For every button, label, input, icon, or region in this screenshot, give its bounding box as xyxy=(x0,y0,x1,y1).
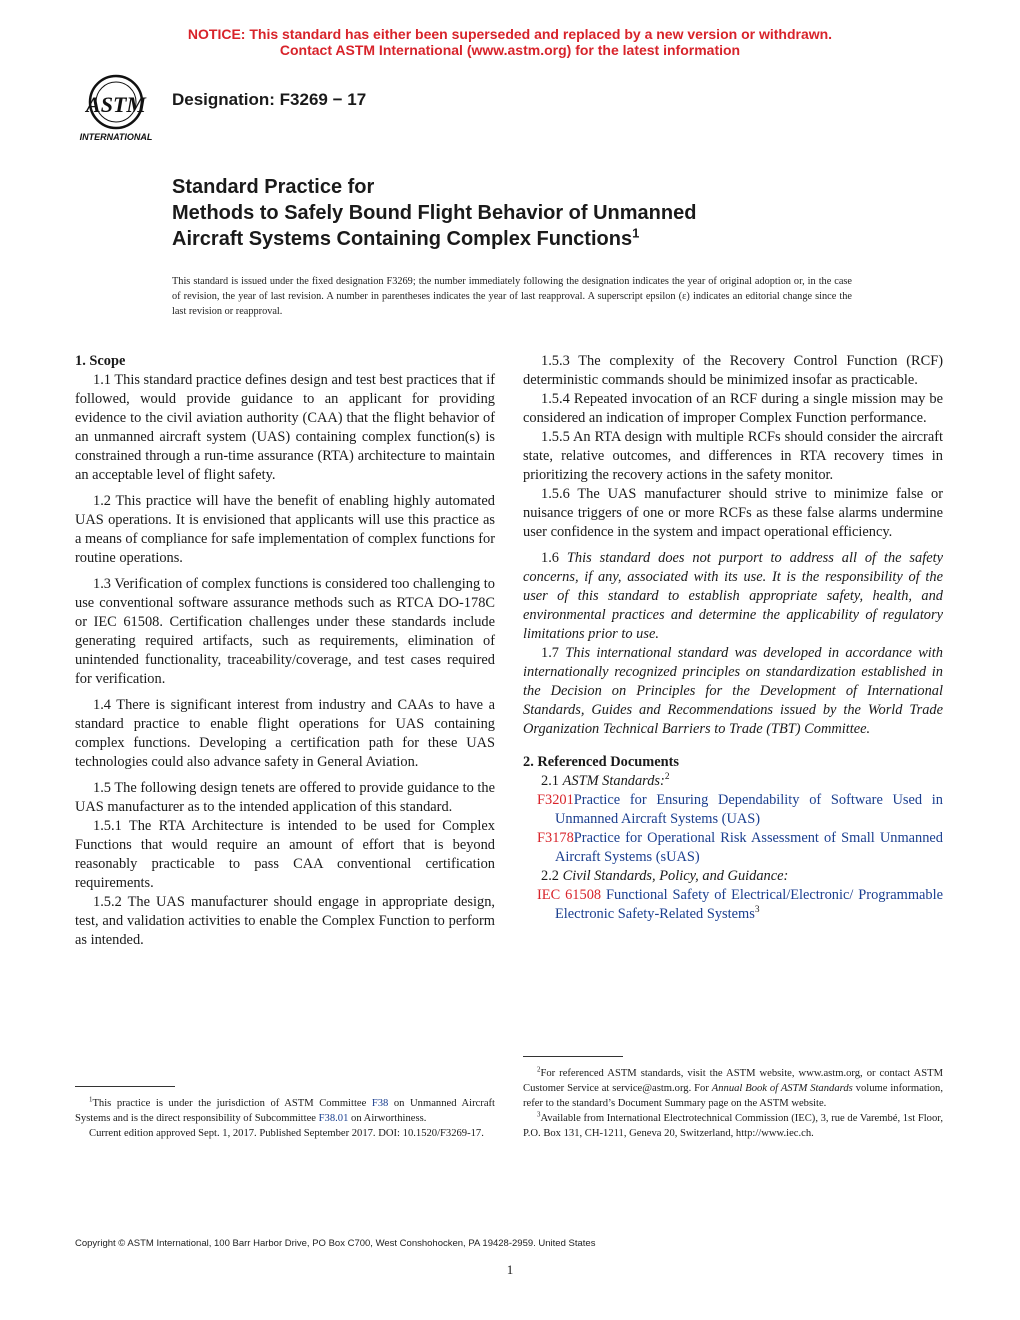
title-footnote-mark: 1 xyxy=(632,225,640,241)
designation: Designation: F3269 − 17 xyxy=(172,90,367,109)
para-1-3: 1.3 Verification of complex functions is considered too challenging to use conventional software assurance methods such as RTCA DO-178C or IEC 61508. Certification challenges under these standards include generating required artifacts, such as requirements, elimination of unintended functionality, traceability/coverage, and test cases required for verification. xyxy=(75,576,495,687)
scope-heading: 1. Scope xyxy=(75,353,126,369)
para-2-2 xyxy=(523,867,943,886)
para-2-1-number: 2.1 xyxy=(541,773,559,789)
footnotes-right xyxy=(523,1066,943,1141)
right-column xyxy=(523,352,943,924)
para-2-1 xyxy=(523,772,943,791)
footnote-1-text-b: on Unmanned Aircraft Systems and is the direct responsibility of Subcommittee xyxy=(75,1098,495,1124)
document-title xyxy=(172,174,872,252)
footnote-1-text-a: This practice is under the jurisdiction of ASTM Committee xyxy=(92,1098,372,1109)
logo-label: INTERNATIONAL xyxy=(79,132,153,142)
notice-line-1: NOTICE: This standard has either been superseded and replaced by a new version or withdrawn. xyxy=(187,26,833,42)
para-1-2: 1.2 This practice will have the benefit of enabling highly automated UAS operations. It is envisioned that applicants will use this practice as a means of compliance for safe implementation of complex functions for routine operations. xyxy=(75,493,495,566)
reference-f3201[interactable] xyxy=(523,791,943,829)
title-line-2: Methods to Safely Bound Flight Behavior of Unmanned xyxy=(172,202,697,224)
issued-note: This standard is issued under the fixed designation F3269; the number immediately following the designation indicates the year of original adoption or, in the case of revision, the year of last revision. A number in parentheses indicates the year of last reapproval. A superscript epsilon (ε) indicates an editorial change since the last revision or reapproval. xyxy=(172,276,852,317)
title-line-3: Aircraft Systems Containing Complex Functions xyxy=(172,228,633,250)
reference-f3178[interactable] xyxy=(523,829,943,867)
para-1-5: 1.5 The following design tenets are offered to provide guidance to the UAS manufacturer as to the intended application of this standard. xyxy=(75,780,495,815)
para-1-6-text: This standard does not purport to address all of the safety concerns, if any, associated with its use. It is the responsibility of the user of this standard to establish appropriate safety, health, and environmental practices and determine the applicability of regulatory limitations prior to use. xyxy=(523,550,943,642)
para-2-2-number: 2.2 xyxy=(541,868,559,884)
para-1-5-5: 1.5.5 An RTA design with multiple RCFs should consider the aircraft state, relative outcomes, and differences in RTA recovery times in prioritizing the recovery actions in the safety monitor. xyxy=(523,429,943,483)
footnote-1-subcommittee-link[interactable]: F38.01 xyxy=(318,1113,349,1124)
reference-f3178-title[interactable]: Practice for Operational Risk Assessment of Small Unmanned Aircraft Systems (sUAS) xyxy=(555,830,943,865)
copyright: Copyright © ASTM International, 100 Barr Harbor Drive, PO Box C700, West Conshohocken, PA 19428-2959. United States xyxy=(75,1238,596,1249)
footnote-2 xyxy=(523,1066,943,1111)
reference-f3178-code[interactable]: F3178 xyxy=(537,830,574,846)
referenced-documents-heading: 2. Referenced Documents xyxy=(523,754,679,770)
footnote-3-text: Available from International Electrotechnical Commission (IEC), 3, rue de Varembé, 1st Floor, P.O. Box 131, CH-1211, Geneva 20, Switzerland, http://www.iec.ch. xyxy=(523,1113,943,1139)
left-column xyxy=(75,352,495,950)
reference-iec-61508-title[interactable]: Functional Safety of Electrical/Electronic/ Programmable Electronic Safety-Related Systems xyxy=(555,887,943,922)
reference-iec-61508-code[interactable]: IEC 61508 xyxy=(537,887,602,903)
astm-logo-mark xyxy=(70,72,162,144)
logo-mark-text: ASTM xyxy=(86,92,146,117)
para-1-5-4: 1.5.4 Repeated invocation of an RCF during a single mission may be considered an indication of improper Complex Function performance. xyxy=(523,391,943,426)
para-1-6 xyxy=(523,549,943,644)
reference-f3201-code[interactable]: F3201 xyxy=(537,792,574,808)
para-1-5-1: 1.5.1 The RTA Architecture is intended to be used for Complex Functions that would require an amount of effort that is beyond reasonably practicable to pass CAA conventional certification requirements. xyxy=(75,818,495,891)
footnote-rule-right xyxy=(523,1056,623,1057)
page-number: 1 xyxy=(506,1262,514,1277)
para-1-7 xyxy=(523,644,943,739)
para-2-1-footnote-mark: 2 xyxy=(664,772,670,783)
footnote-2-text-b: volume information, refer to the standard’s Document Summary page on the ASTM website. xyxy=(523,1083,943,1109)
footnote-1-text-c: on Airworthiness. xyxy=(348,1113,427,1124)
footnote-rule-left xyxy=(75,1086,175,1087)
footnote-2-text-a: For referenced ASTM standards, visit the ASTM website, www.astm.org, or contact ASTM Customer Service at service@astm.org. For xyxy=(523,1068,943,1094)
para-1-5-2: 1.5.2 The UAS manufacturer should engage in appropriate design, test, and validation activities to enable the Complex Function to perform as intended. xyxy=(75,894,495,948)
para-1-5-6: 1.5.6 The UAS manufacturer should strive to minimize false or nuisance triggers of one or more RCFs as these false alarms undermine user confidence in the system and impact operational efficiency. xyxy=(523,486,943,540)
footnote-2-annual-book: Annual Book of ASTM Standards xyxy=(711,1083,853,1094)
para-2-2-text: Civil Standards, Policy, and Guidance: xyxy=(562,868,789,884)
astm-logo xyxy=(70,72,162,144)
footnote-1-committee-link[interactable]: F38 xyxy=(371,1098,389,1109)
reference-f3201-title[interactable]: Practice for Ensuring Dependability of Software Used in Unmanned Aircraft Systems (UAS) xyxy=(555,792,943,827)
para-1-5-3: 1.5.3 The complexity of the Recovery Control Function (RCF) deterministic commands should be minimized insofar as practicable. xyxy=(523,353,943,388)
footnote-1-mark: 1 xyxy=(89,1096,93,1104)
title-line-1: Standard Practice for xyxy=(172,176,375,198)
footnotes-left xyxy=(75,1096,495,1141)
para-1-1: 1.1 This standard practice defines design and test best practices that if followed, would provide guidance to an applicant for providing evidence to the civil aviation authority (CAA) that the flight behavior of an unmanned aircraft system (UAS) containing complex function(s) is constrained through a run-time assurance (RTA) architecture to maintain an acceptable level of flight safety. xyxy=(75,372,495,483)
para-1-4: 1.4 There is significant interest from industry and CAAs to have a standard practice to enable flight operations for UAS containing complex functions. Developing a certification path for these UAS technologies could also advance safety in General Aviation. xyxy=(75,697,495,770)
para-1-6-number: 1.6 xyxy=(541,550,559,566)
footnote-1 xyxy=(75,1096,495,1126)
footnote-2-mark: 2 xyxy=(537,1066,541,1074)
footnote-3-mark: 3 xyxy=(537,1111,541,1119)
para-1-7-number: 1.7 xyxy=(541,645,559,661)
reference-iec-61508[interactable] xyxy=(523,886,943,924)
para-2-1-text: ASTM Standards: xyxy=(562,773,665,789)
notice-line-2: Contact ASTM International (www.astm.org) for the latest information xyxy=(279,42,741,58)
para-1-7-text: This international standard was developed in accordance with internationally recognized principles on standardization established in the Decision on Principles for the Development of International Standards, Guides and Recommendations issued by the World Trade Organization Technical Barriers to Trade (TBT) Committee. xyxy=(523,645,943,737)
footnote-3 xyxy=(523,1111,943,1141)
notice-banner xyxy=(0,26,1020,58)
footnote-1-edition: Current edition approved Sept. 1, 2017. Published September 2017. DOI: 10.1520/F3269-17. xyxy=(89,1128,484,1139)
reference-iec-61508-footnote-mark: 3 xyxy=(754,905,760,916)
